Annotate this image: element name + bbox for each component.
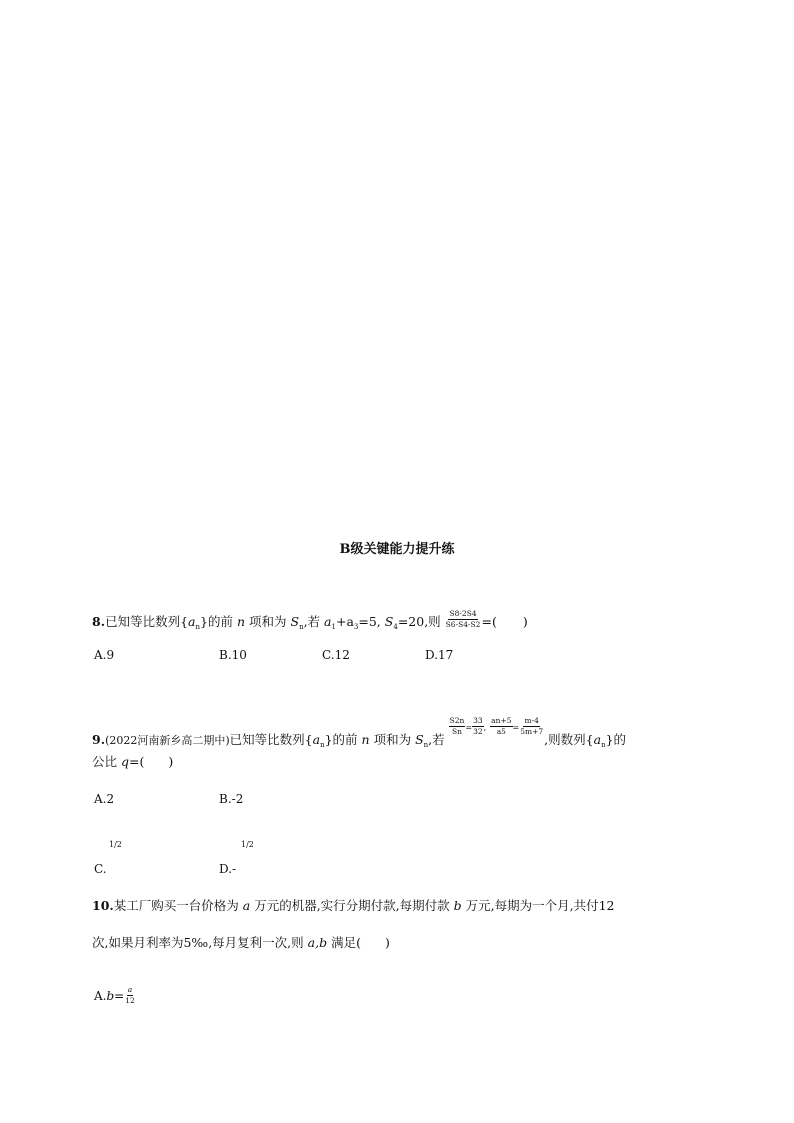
q10-number: 10. <box>92 898 114 913</box>
q8-option-a[interactable]: A.9 <box>94 648 115 662</box>
q8-option-d[interactable]: D.17 <box>425 648 454 662</box>
q8-fraction: $\frac{S8-2S4}{S6-S4-S2}$ <box>445 609 481 629</box>
q9-option-b[interactable]: B.-2 <box>219 792 244 806</box>
q8-option-c[interactable]: C.12 <box>322 648 350 662</box>
question-8: 8.已知等比数列$\{a_n\}$的前 n 项和为 $S_n$,若 $a_1+a_3=5$, $S_4=20$,则 $\frac{S8-2S4}{S6-S4-S2}$ =( ) <box>92 609 528 631</box>
q9-condition: $\frac{S2n}{Sn}$ = $\frac{33}{32}$ , $\frac{an+5}{a5}$ = $\frac{m-4}{5m+7}$ <box>449 716 544 736</box>
q8-option-b[interactable]: B.10 <box>219 648 247 662</box>
q9-option-c-fraction: 1/2 <box>109 840 122 849</box>
q9-source: (2022河南新乡高二期中) <box>105 734 230 747</box>
q8-number: 8. <box>92 614 106 629</box>
q9-option-d[interactable]: D.- <box>219 862 237 876</box>
question-10: 10.某工厂购买一台价格为 a 万元的机器,实行分期付款,每期付款 b 万元,每期为一个月,共付12 <box>92 898 615 913</box>
q9-option-d-fraction: 1/2 <box>241 840 254 849</box>
q10-option-a[interactable]: A.b= $\frac{a}{12}$ <box>94 985 135 1005</box>
question-10-line-2: 次,如果月利率为5‰,每月复利一次,则 a,b 满足( ) <box>92 935 390 950</box>
section-title: B级关键能力提升练 <box>339 542 455 557</box>
q9-number: 9. <box>92 732 106 747</box>
question-9-line-2: 公比 q=( ) <box>92 754 174 769</box>
question-9: 9.(2022河南新乡高二期中)已知等比数列$\{a_n\}$的前 n 项和为 $S_n$,若 $\frac{S2n}{Sn}$ = $\frac{33}{32}$ , $\frac{an+5}{a5}$ = $\frac{m-4}{5m+7}$ ,则数列$\{a_n\}$的 <box>92 716 627 749</box>
q9-option-c[interactable]: C. <box>94 862 107 876</box>
q9-option-a[interactable]: A.2 <box>94 792 115 806</box>
